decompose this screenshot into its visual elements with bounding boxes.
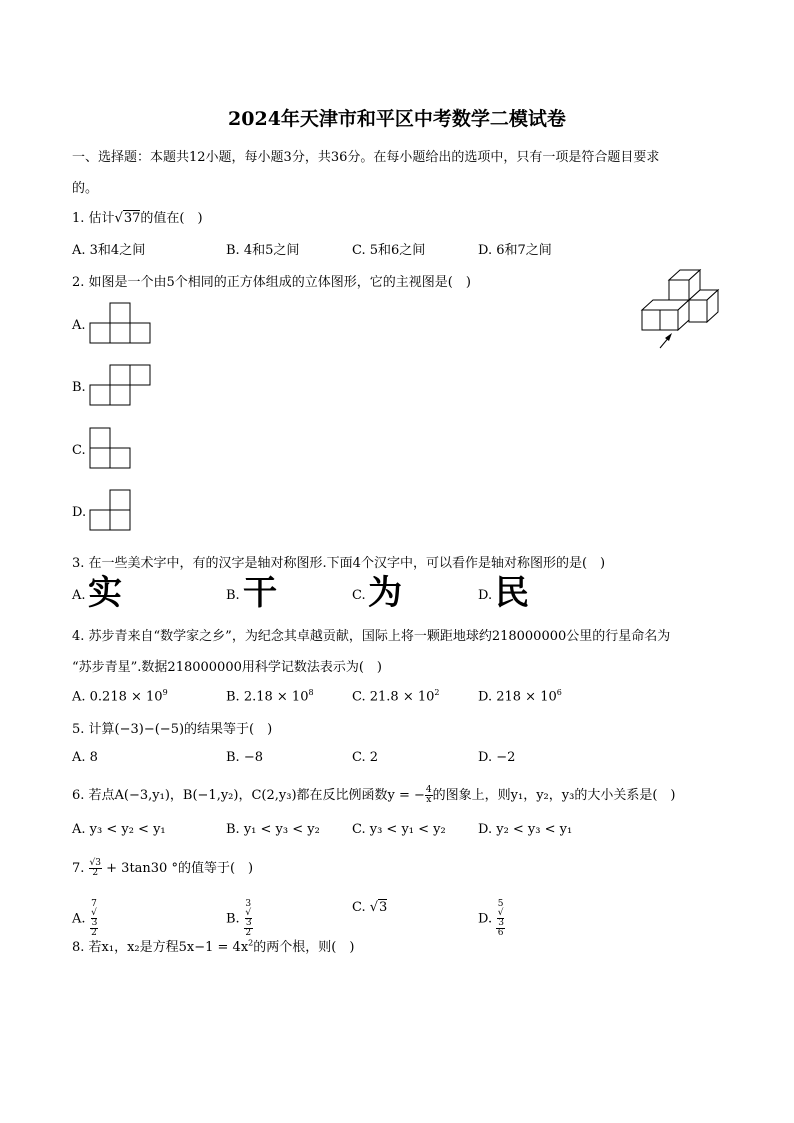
q3-option-a-char[interactable]: 实 xyxy=(88,573,122,613)
question-8: 8. 若x₁，x₂是方程$5x-1 = 4x^2$的两个根，则( ) xyxy=(72,938,355,955)
section-instruction: 一、选择题：本题共12小题，每小题3分，共36分。在每小题给出的选项中，只有一项是符合题目要求 xyxy=(72,150,660,165)
q5-option-c[interactable]: C. 2 xyxy=(352,750,379,765)
q4-option-d[interactable]: D. $218 \times 10^6$ xyxy=(478,688,562,705)
question-4: 4. 苏步青来自“数学家之乡”，为纪念其卓越贡献，国际上将一颗距地球约218000000公里的行星命名为 xyxy=(72,629,671,644)
q7-option-c[interactable]: C. √3 xyxy=(352,900,388,915)
q1-option-c[interactable]: C. 5和6之间 xyxy=(352,243,426,258)
q2-option-a-figure[interactable] xyxy=(89,302,153,346)
q2-option-b-figure[interactable] xyxy=(89,364,153,408)
q1-option-d[interactable]: D. 6和7之间 xyxy=(478,243,552,258)
q5-option-d[interactable]: D. −2 xyxy=(478,750,516,765)
q2-option-b-label[interactable]: B. xyxy=(72,380,86,395)
q1-option-b[interactable]: B. 4和5之间 xyxy=(226,243,300,258)
q2-option-a-label[interactable]: A. xyxy=(72,318,86,333)
fraction: $\frac{√3}{2}$ xyxy=(89,858,102,878)
q4-option-a[interactable]: A. $0.218 \times 10^9$ xyxy=(72,688,168,705)
question-5: 5. 计算(−3)−(−5)的结果等于( ) xyxy=(72,722,273,737)
q6-option-b[interactable]: B. y₁ < y₃ < y₂ xyxy=(226,822,320,837)
question-6: 6. 若点A(−3,y₁)，B(−1,y₂)，C(2,y₃)都在反比例函数y = − $\frac{4}{x}$ 的图象上，则y₁，y₂，y₃的大小关系是( ) xyxy=(72,785,676,805)
q3-option-d-char[interactable]: 民 xyxy=(495,573,529,613)
question-7: 7. $\frac{√3}{2}$ + 3tan30 °的值等于( ) xyxy=(72,858,254,878)
question-1 xyxy=(72,207,203,226)
q7-option-d[interactable]: D. 5 √ 3 6 xyxy=(478,899,504,938)
q5-option-b[interactable]: B. −8 xyxy=(226,750,263,765)
q6-option-a[interactable]: A. y₃ < y₂ < y₁ xyxy=(72,822,166,837)
q5-option-a[interactable]: A. 8 xyxy=(72,750,98,765)
q2-option-d-label[interactable]: D. xyxy=(72,505,87,520)
q7-option-b[interactable]: B. 3 √ 3 2 xyxy=(226,899,252,938)
q1-option-a[interactable]: A. 3和4之间 xyxy=(72,243,146,258)
fraction: $\frac{4}{x}$ xyxy=(425,785,432,805)
question-4-cont: “苏步青星”.数据218000000用科学记数法表示为( ) xyxy=(72,660,383,675)
q3-option-a-label[interactable]: A. xyxy=(72,588,86,603)
q7-option-a[interactable]: A. 7 √ 3 2 xyxy=(72,899,98,938)
page-title: 2024年天津市和平区中考数学二模试卷 xyxy=(228,108,566,130)
q2-option-c-label[interactable]: C. xyxy=(72,443,86,458)
cube-solid-figure xyxy=(636,268,726,354)
q1-radicand: 37 xyxy=(123,211,141,226)
q4-option-b[interactable]: B. $2.18 \times 10^8$ xyxy=(226,688,314,705)
q3-option-c-label[interactable]: C. xyxy=(352,588,366,603)
q6-option-d[interactable]: D. y₂ < y₃ < y₁ xyxy=(478,822,573,837)
question-3: 3. 在一些美术字中，有的汉字是轴对称图形.下面4个汉字中，可以看作是轴对称图形的是( ) xyxy=(72,556,606,571)
q3-option-b-label[interactable]: B. xyxy=(226,588,240,603)
section-instruction-cont: 的。 xyxy=(72,181,99,196)
question-2: 2. 如图是一个由5个相同的正方体组成的立体图形，它的主视图是( ) xyxy=(72,275,471,290)
q4-option-c[interactable]: C. $21.8 \times 10^2$ xyxy=(352,688,440,705)
sqrt-symbol: √ xyxy=(114,211,123,226)
q2-option-c-figure[interactable] xyxy=(89,427,133,471)
q3-option-d-label[interactable]: D. xyxy=(478,588,493,603)
q2-option-d-figure[interactable] xyxy=(89,489,133,533)
q1-suffix: 的值在( ) xyxy=(140,211,203,226)
q1-prefix: 1. 估计 xyxy=(72,211,115,226)
q6-option-c[interactable]: C. y₃ < y₁ < y₂ xyxy=(352,822,446,837)
q3-option-b-char[interactable]: 干 xyxy=(243,573,277,613)
q3-option-c-char[interactable]: 为 xyxy=(368,573,402,613)
